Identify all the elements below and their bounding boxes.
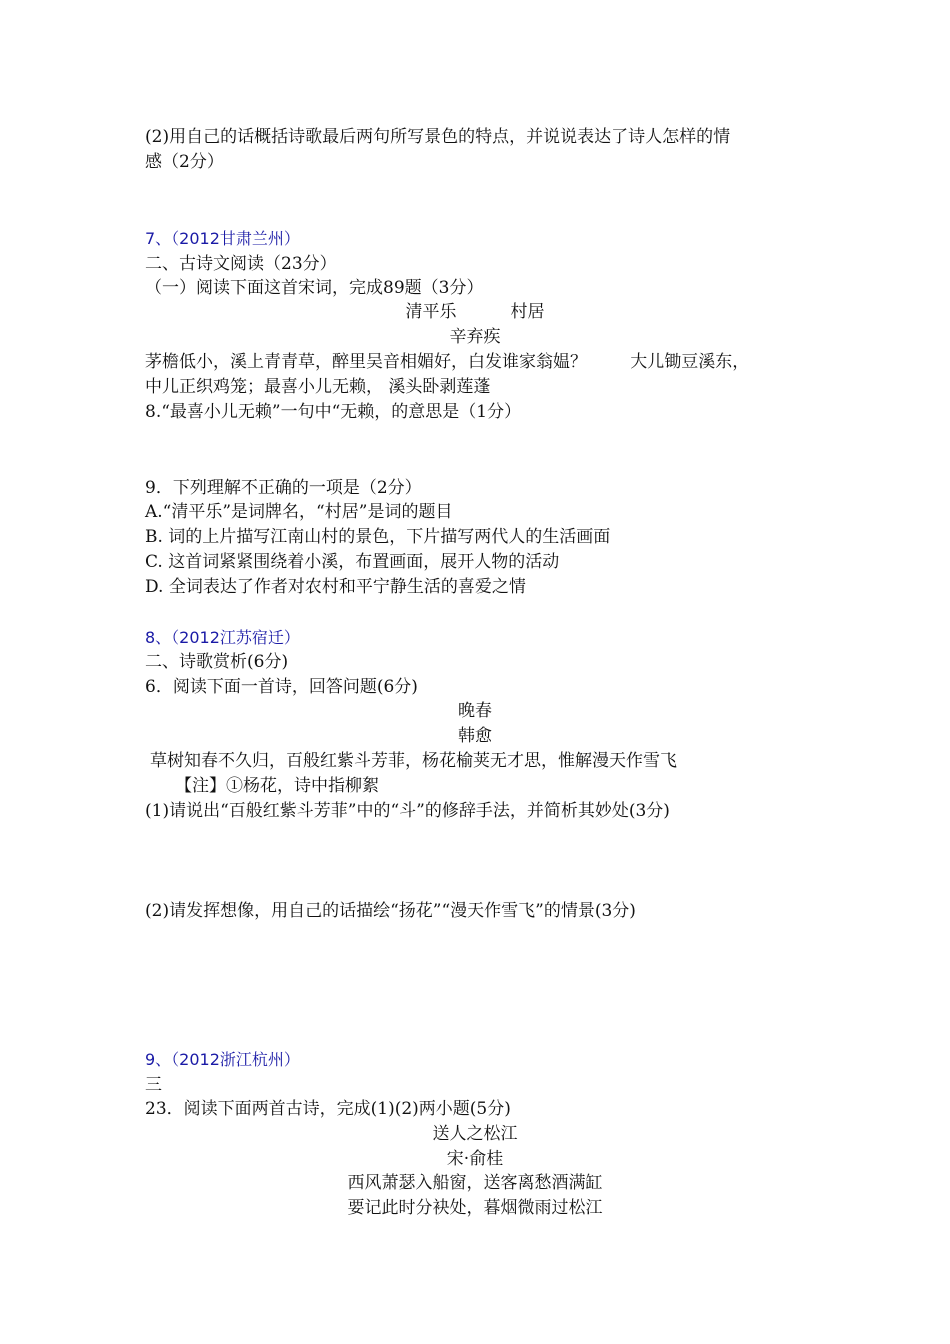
section7-poem-line2: 中儿正织鸡笼；最喜小儿无赖， 溪头卧剥莲蓬 — [145, 377, 491, 397]
section7-poem-title: 清平乐 村居 — [405, 302, 545, 322]
q6-sub2-line1: (2)用自己的话概括诗歌最后两句所写景色的特点，并说说表达了诗人怎样的情 — [145, 127, 731, 147]
section7-poem-line1: 茅檐低小，溪上青青草，醉里吴音相媚好，白发谁家翁媪？ 大儿锄豆溪东， — [145, 352, 750, 372]
section8-sub2: (2)请发挥想像，用自己的话描绘“扬花”“漫天作雪飞”的情景(3分) — [145, 901, 636, 921]
section9-part: 三 — [145, 1075, 162, 1095]
section9-poem-line1: 西风萧瑟入船窗，送客离愁酒满缸 — [347, 1173, 603, 1193]
section8-poem-author: 韩愈 — [458, 726, 492, 746]
option-b: B. 词的上片描写江南山村的景色，下片描写两代人的生活画面 — [145, 527, 611, 547]
option-d: D. 全词表达了作者对农村和平宁静生活的喜爱之情 — [145, 577, 526, 597]
section8-sub1: (1)请说出“百般红紫斗芳菲”中的“斗”的修辞手法，并简析其妙处(3分) — [145, 801, 670, 821]
section9-poem-line2: 要记此时分袂处，暮烟微雨过松江 — [347, 1198, 603, 1218]
question-9: 9．下列理解不正确的一项是（2分） — [145, 478, 422, 498]
section8-note: 【注】①杨花，诗中指柳絮 — [175, 776, 379, 796]
question-23: 23．阅读下面两首古诗，完成(1)(2)两小题(5分) — [145, 1099, 511, 1119]
section7-intro: （一）阅读下面这首宋词，完成89题（3分） — [145, 278, 484, 298]
section8-poem-title: 晚春 — [458, 701, 492, 721]
section7-poem-author: 辛弃疾 — [449, 327, 501, 347]
section8-header: 8、（2012江苏宿迁） — [145, 628, 300, 647]
section9-poem-title: 送人之松江 — [432, 1124, 518, 1144]
option-a: A.“清平乐”是词牌名，“村居”是词的题目 — [145, 502, 453, 522]
section9-header: 9、（2012浙江杭州） — [145, 1050, 300, 1069]
section9-poem-author: 宋·俞桂 — [446, 1149, 504, 1169]
q6-sub2-line2: 感（2分） — [145, 152, 224, 172]
section7-header: 7、（2012甘肃兰州） — [145, 229, 300, 248]
option-c: C. 这首词紧紧围绕着小溪，布置画面，展开人物的活动 — [145, 552, 560, 572]
section8-poem-text: 草树知春不久归，百般红紫斗芳菲，杨花榆荚无才思，惟解漫天作雪飞 — [150, 751, 677, 771]
section7-title: 二、古诗文阅读（23分） — [145, 254, 337, 274]
section8-title: 二、诗歌赏析(6分) — [145, 652, 289, 672]
question-8: 8.“最喜小儿无赖”一句中“无赖，的意思是（1分） — [145, 402, 522, 422]
question-6: 6．阅读下面一首诗，回答问题(6分) — [145, 677, 418, 697]
